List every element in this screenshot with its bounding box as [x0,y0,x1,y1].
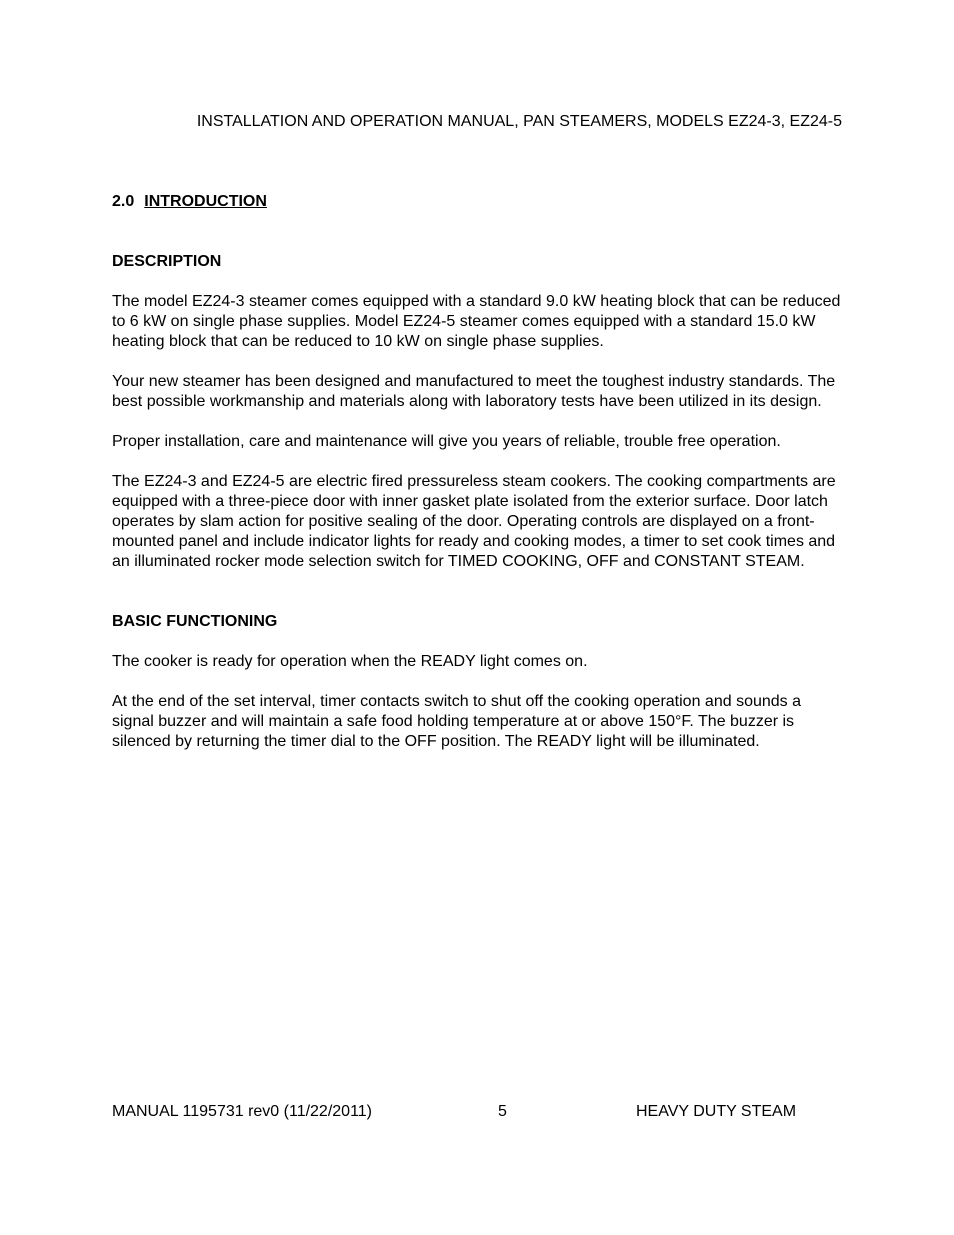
basic-functioning-heading: BASIC FUNCTIONING [112,613,278,630]
description-paragraph-4: The EZ24-3 and EZ24-5 are electric fired pressureless steam cookers. The cooking compartments are equipped with a three-piece door with inner gasket plate isolated from the exterior surface. Door latch operates by slam action for positive sealing of the door. Operating controls are displayed on a front-mounted panel and include indicator lights for ready and cooking modes, a timer to set cook times and an illuminated rocker mode selection switch for TIMED COOKING, OFF and CONSTANT STEAM. [112,473,836,570]
page-footer [112,1102,812,1122]
footer-manual-id: MANUAL 1195731 rev0 (11/22/2011) [112,1103,373,1120]
footer-brand: HEAVY DUTY STEAM [636,1103,797,1120]
description-paragraph-1: The model EZ24-3 steamer comes equipped with a standard 9.0 kW heating block that can be reduced to 6 kW on single phase supplies. Model EZ24-5 steamer comes equipped with a standard 15.0 kW heating block that can be reduced to 10 kW on single phase supplies. [112,293,841,350]
description-paragraph-2: Your new steamer has been designed and manufactured to meet the toughest industry standards. The best possible workmanship and materials along with laboratory tests have been utilized in its design. [112,373,836,410]
page-content [112,192,847,752]
description-heading: DESCRIPTION [112,253,222,270]
section-number: 2.0 [112,193,135,210]
basic-functioning-paragraph-1: The cooker is ready for operation when the READY light comes on. [112,653,588,670]
footer-page-number: 5 [498,1103,507,1120]
section-label: INTRODUCTION [144,193,267,210]
description-paragraph-3: Proper installation, care and maintenance will give you years of reliable, trouble free operation. [112,433,781,450]
basic-functioning-paragraph-2: At the end of the set interval, timer contacts switch to shut off the cooking operation and sounds a signal buzzer and will maintain a safe food holding temperature at or above 150°F. The buzzer is silenced by returning the timer dial to the OFF position. The READY light will be illuminated. [112,693,801,750]
section-title [112,192,847,212]
running-header: INSTALLATION AND OPERATION MANUAL, PAN STEAMERS, MODELS EZ24-3, EZ24-5 [196,113,842,130]
